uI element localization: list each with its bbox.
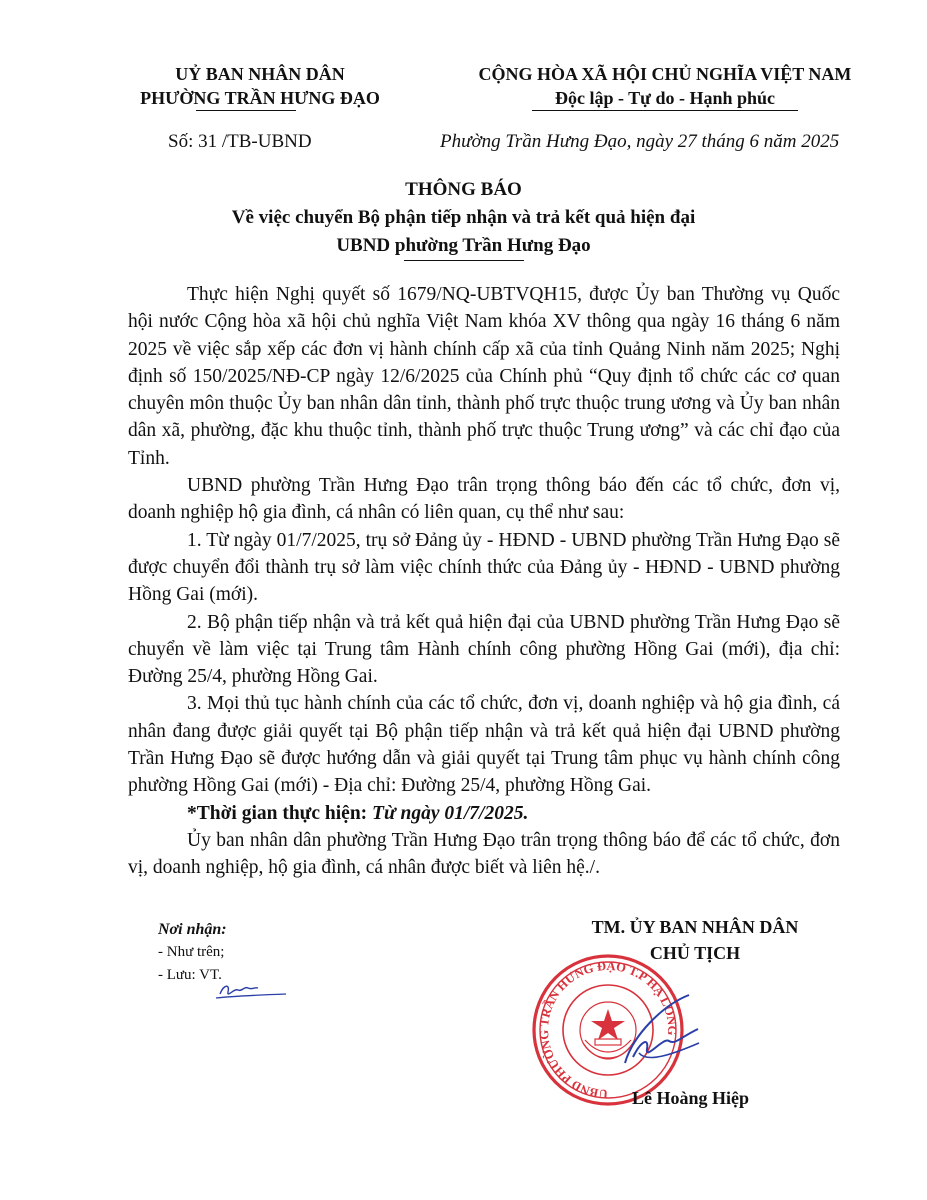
recipient-item: - Lưu: VT. <box>158 967 222 983</box>
agency-name-line1: UỶ BAN NHÂN DÂN <box>175 64 345 84</box>
signer-title-line2: CHỦ TỊCH <box>649 943 741 963</box>
recipients-label: Nơi nhận: <box>158 921 227 938</box>
document-subject-line2: UBND phường Trần Hưng Đạo <box>336 235 591 256</box>
document-subject-line1: Về việc chuyển Bộ phận tiếp nhận và trả kết quả hiện đại <box>231 207 696 228</box>
nation-name: CỘNG HÒA XÃ HỘI CHỦ NGHĨA VIỆT NAM <box>478 64 852 84</box>
body-paragraph: UBND phường Trần Hưng Đạo trân trọng thông báo đến các tổ chức, đơn vị, doanh nghiệp hộ gia đình, cá nhân có liên quan, cụ thể như sau: <box>128 475 840 524</box>
national-motto: Độc lập - Tự do - Hạnh phúc <box>554 88 776 108</box>
document-body <box>128 281 840 882</box>
agency-header <box>110 62 410 110</box>
body-paragraph: 3. Mọi thủ tục hành chính của các tổ chức, đơn vị, doanh nghiệp và hộ gia đình, cá nhân đang được giải quyết tại Bộ phận tiếp nhận và trả kết quả hiện đại UBND phường Trần Hưng Đạo sẽ được hướng dẫn và giải quyết tại Trung tâm phục vụ hành chính công phường Hồng Gai (mới) - Địa chỉ: Đường 25/4, phường Hồng Gai. <box>128 693 840 797</box>
title-underline <box>404 260 524 261</box>
effective-time-value: Từ ngày 01/7/2025. <box>372 802 529 824</box>
document-title <box>0 176 927 260</box>
motto-underline <box>532 110 798 111</box>
place-and-date: Phường Trần Hưng Đạo, ngày 27 tháng 6 năm 2025 <box>440 131 840 152</box>
seal-ring-text: UBND PHƯỜNG TRẦN HƯNG ĐẠO T.P HẠ LONG <box>536 958 680 1102</box>
body-paragraph: 1. Từ ngày 01/7/2025, trụ sở Đảng ủy - HĐND - UBND phường Trần Hưng Đạo sẽ được chuyển đổi thành trụ sở làm việc chính thức của Đảng ủy - HĐND - UBND phường Hồng Gai (mới). <box>128 529 840 606</box>
agency-name-line2: PHƯỜNG TRẦN HƯNG ĐẠO <box>140 88 380 108</box>
body-paragraph: Thực hiện Nghị quyết số 1679/NQ-UBTVQH15, được Ủy ban Thường vụ Quốc hội nước Cộng hòa xã hội chủ nghĩa Việt Nam khóa XV thông qua ngày 16 tháng 6 năm 2025 về việc sắp xếp các đơn vị hành chính cấp xã của tỉnh Quảng Ninh năm 2025; Nghị định số 150/2025/NĐ-CP ngày 12/6/2025 của Chính phủ “Quy định tổ chức các cơ quan chuyên môn thuộc Ủy ban nhân dân tỉnh, thành phố trực thuộc trung ương và Ủy ban nhân dân xã, phường, đặc khu thuộc tỉnh, thành phố trực thuộc Trung ương” và các chỉ đạo của Tỉnh. <box>128 284 840 469</box>
initial-signature <box>214 976 290 1006</box>
body-paragraph: Ủy ban nhân dân phường Trần Hưng Đạo trân trọng thông báo để các tổ chức, đơn vị, doanh nghiệp, hộ gia đình, cá nhân được biết và liên hệ./. <box>128 829 840 879</box>
document-number: Số: 31 /TB-UBND <box>168 131 312 152</box>
effective-time-label: *Thời gian thực hiện: <box>187 802 373 824</box>
agency-underline <box>196 110 296 111</box>
signer-name: Lê Hoàng Hiệp <box>632 1088 750 1108</box>
document-type: THÔNG BÁO <box>405 179 522 200</box>
recipient-item: - Như trên; <box>158 944 225 960</box>
national-header <box>440 62 890 110</box>
signer-title-line1: TM. ỦY BAN NHÂN DÂN <box>591 917 799 937</box>
effective-time <box>128 800 840 827</box>
body-paragraph: 2. Bộ phận tiếp nhận và trả kết quả hiện đại của UBND phường Trần Hưng Đạo sẽ chuyển về làm việc tại Trung tâm Hành chính công phường Hồng Gai (mới), địa chỉ: Đường 25/4, phường Hồng Gai. <box>128 611 840 688</box>
